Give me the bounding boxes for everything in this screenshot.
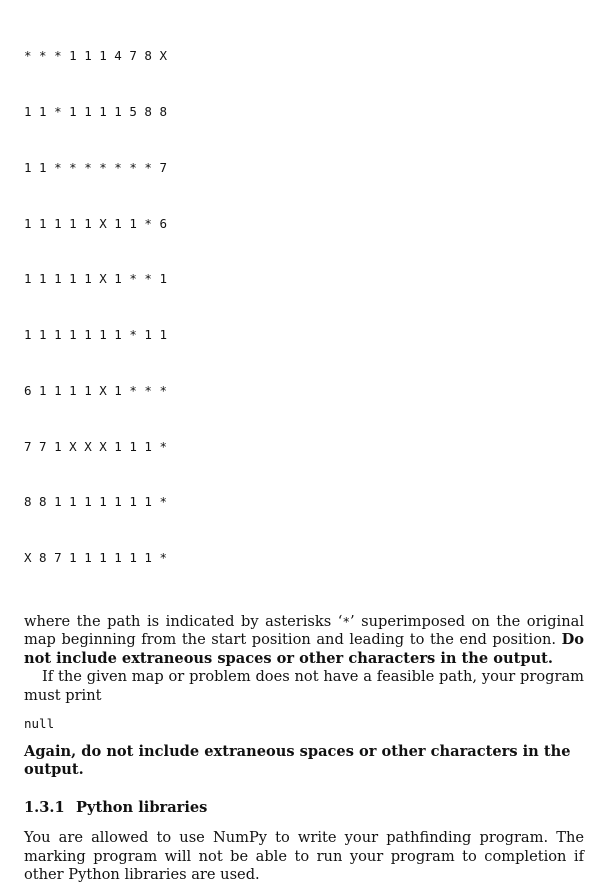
path-description-paragraph: [24, 613, 584, 668]
path-description-text-b: ’ superimposed on the original map beginning from the start position and leading to the end position.: [24, 613, 584, 649]
infeasible-path-paragraph: If the given map or problem does not have a feasible path, your program must print: [24, 668, 584, 704]
grid-row-4: 1 1 1 1 1 X 1 1 * 6: [24, 215, 167, 231]
grid-row-1: * * * 1 1 1 4 7 8 X: [24, 48, 167, 64]
grid-row-6: 1 1 1 1 1 1 1 * 1 1: [24, 327, 167, 343]
python-libraries-paragraph: You are allowed to use NumPy to write your pathfinding program. The marking program will not be able to run your program to completion if other Python libraries are used.: [24, 829, 584, 884]
grid-row-9: 8 8 1 1 1 1 1 1 1 *: [24, 494, 167, 510]
grid-row-10: X 8 7 1 1 1 1 1 1 *: [24, 550, 167, 566]
grid-row-7: 6 1 1 1 1 X 1 * * *: [24, 382, 167, 398]
null-output-code: null: [24, 716, 55, 732]
grid-row-5: 1 1 1 1 1 X 1 * * 1: [24, 271, 167, 287]
section-heading: [24, 799, 584, 817]
extraneous-warning-paragraph: Again, do not include extraneous spaces or other characters in the output.: [24, 743, 571, 779]
grid-row-3: 1 1 * * * * * * * 7: [24, 159, 167, 175]
document-page: [24, 10, 584, 884]
extraneous-warning-inline: Do not include extraneous spaces or other characters in the output.: [24, 631, 584, 667]
map-output-grid: [24, 10, 584, 605]
grid-row-8: 7 7 1 X X X 1 1 1 *: [24, 438, 167, 454]
grid-row-2: 1 1 * 1 1 1 1 5 8 8: [24, 103, 167, 119]
section-title: Python libraries: [76, 798, 208, 816]
section-number: 1.3.1: [24, 798, 65, 816]
asterisk-symbol: *: [342, 614, 350, 629]
path-description-text-a: where the path is indicated by asterisks ‘: [24, 613, 343, 630]
